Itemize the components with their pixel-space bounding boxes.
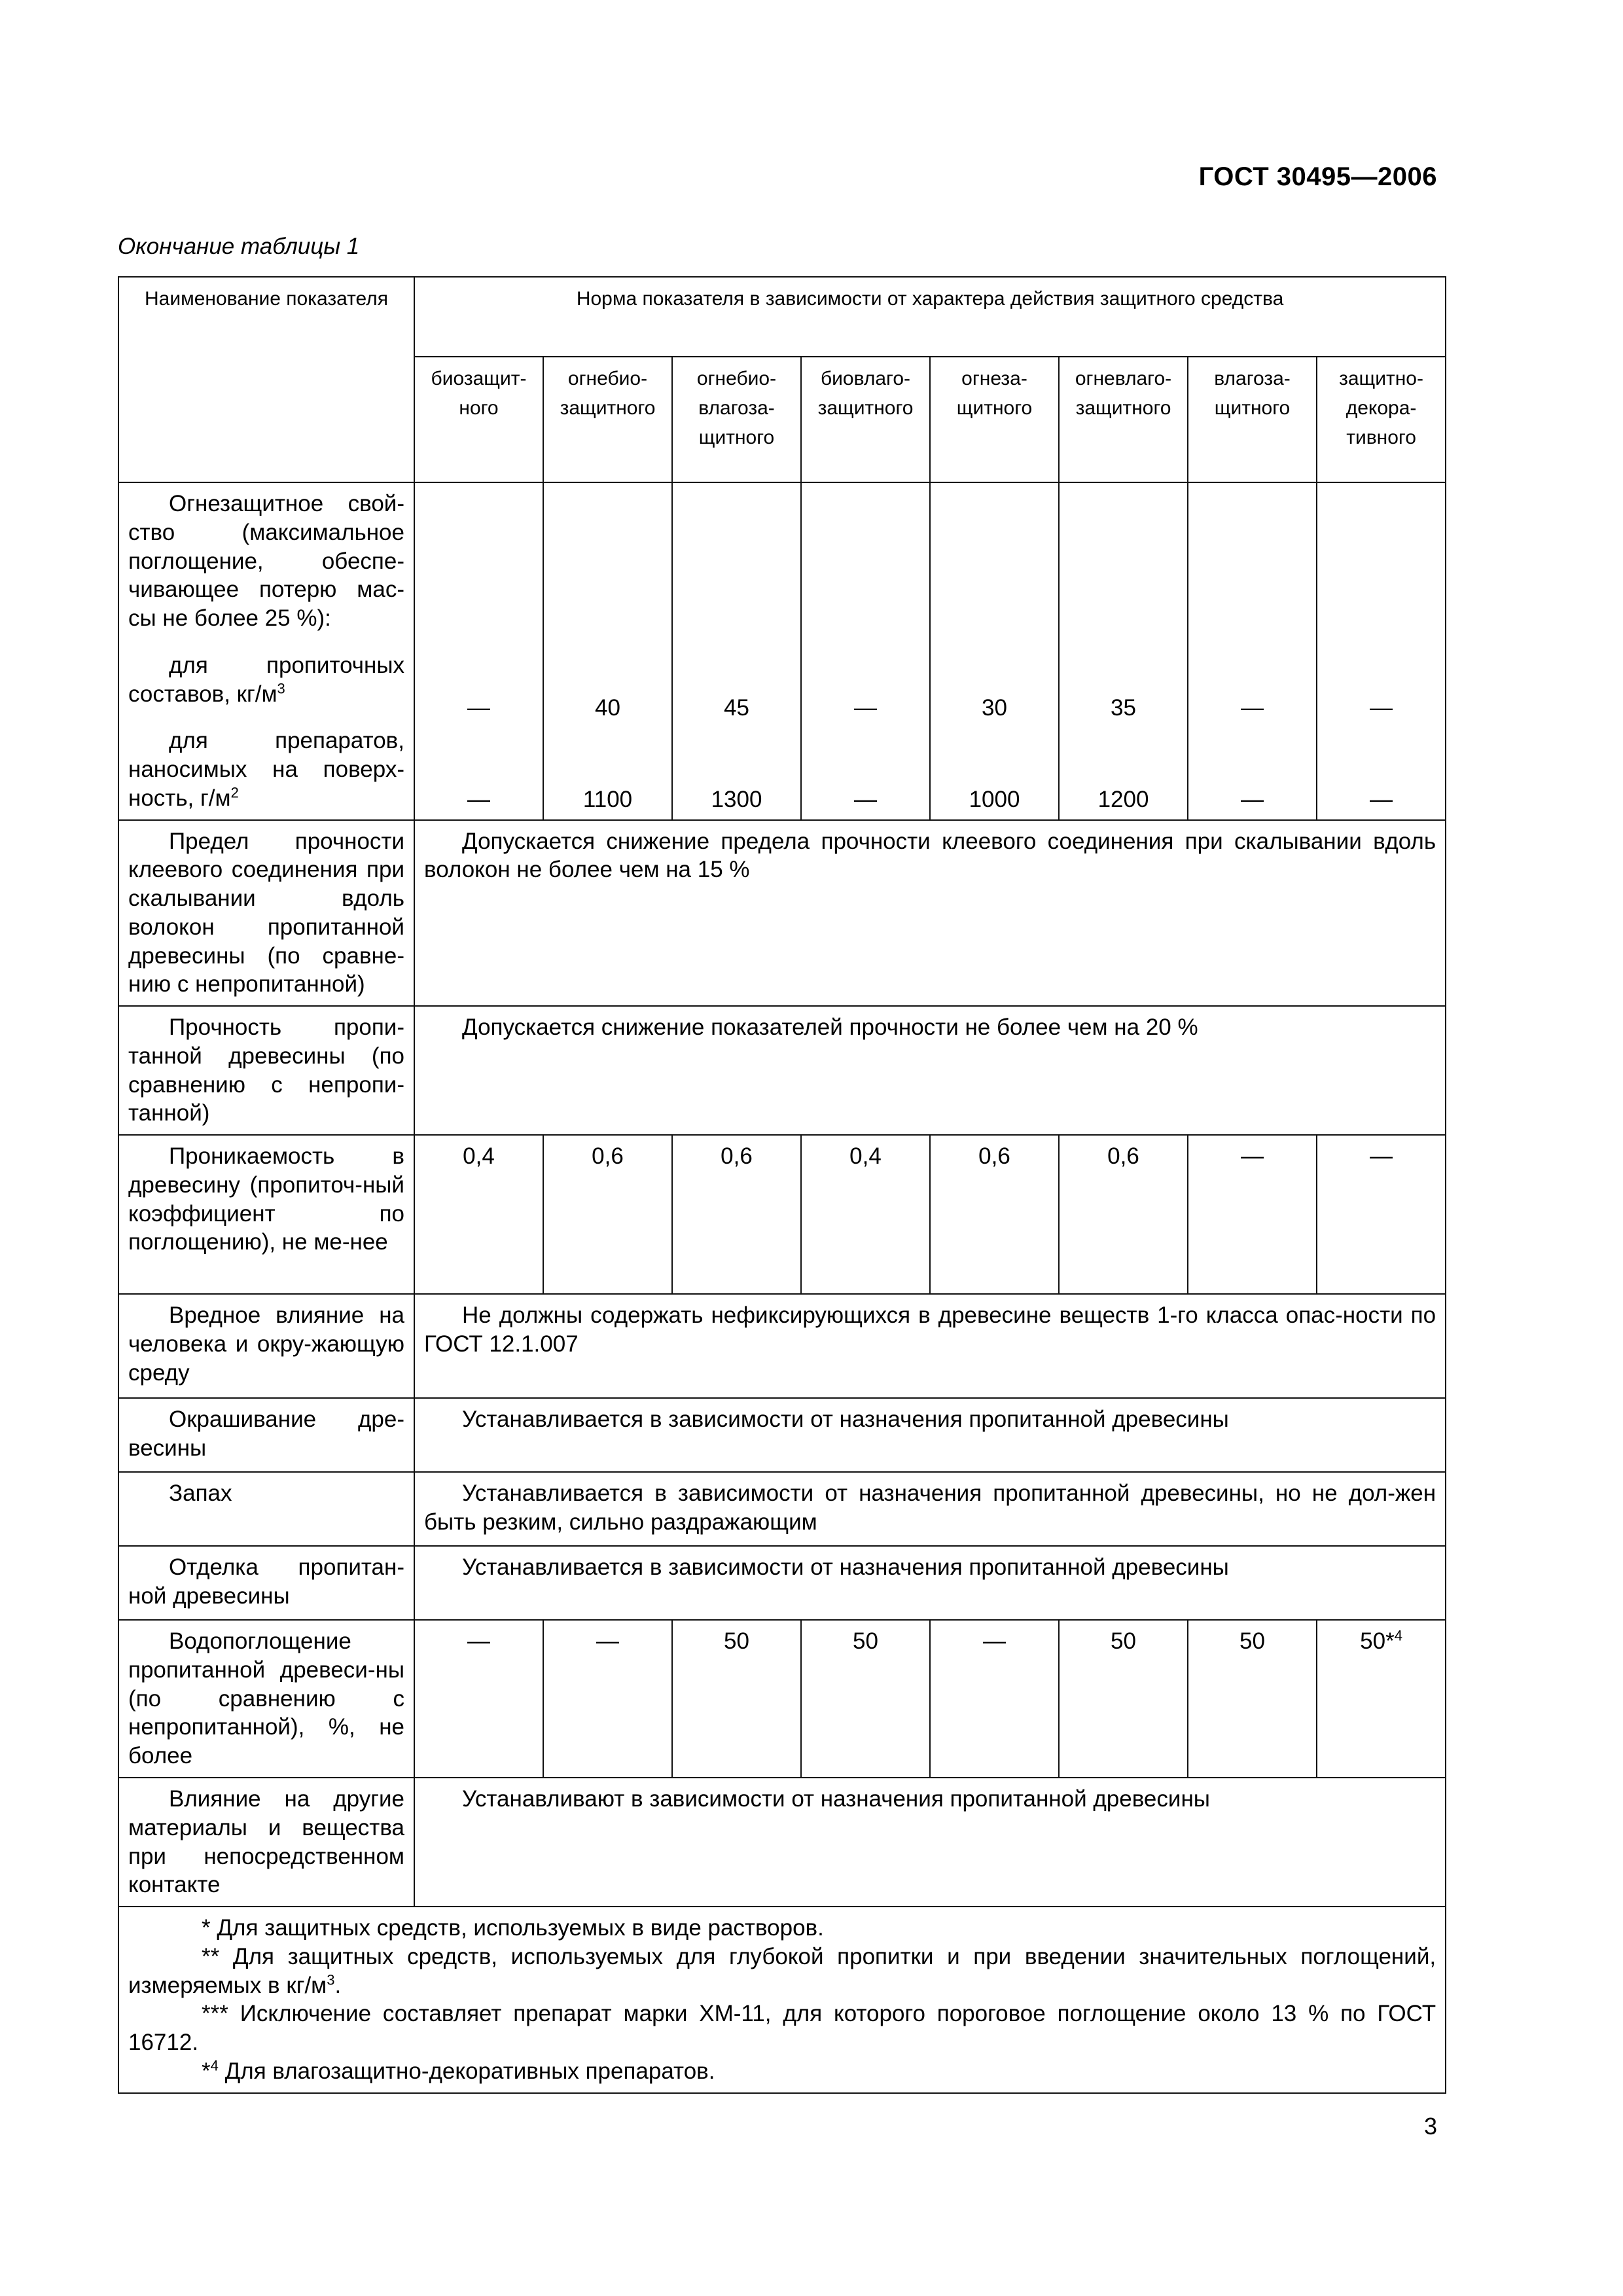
- row-text-glue-strength: [414, 820, 1446, 1007]
- row-name-glue-strength: [118, 820, 414, 1007]
- row-name-text: Запах: [169, 1480, 232, 1506]
- value-cell: 50: [1059, 1620, 1188, 1778]
- row-name-text: Отделка пропитан-ной древесины: [128, 1554, 404, 1609]
- row-text: Устанавливается в зависимости от назначения пропитанной древесины: [462, 1554, 1229, 1580]
- row-text: Допускается снижение предела прочности клеевого соединения при скалывании вдоль волокон не более чем на 15 %: [424, 828, 1436, 883]
- footnote-text: Для влагозащитно-декоративных препаратов.: [218, 2058, 715, 2084]
- unit-sup: 3: [327, 1971, 335, 1988]
- value-cell: —: [1317, 1135, 1446, 1294]
- row-text: Устанавливают в зависимости от назначения пропитанной древесины: [462, 1786, 1210, 1812]
- row-subname-surface: [128, 726, 404, 812]
- footnote-2: [128, 1943, 1436, 2000]
- value-impregnating: 30: [982, 695, 1007, 721]
- row-text: Устанавливается в зависимости от назначения пропитанной древесины, но не дол-жен быть резким, сильно раздражающим: [424, 1480, 1436, 1535]
- header-col: влагоза- щитного: [1188, 357, 1317, 482]
- header-col: огневлаго- защитного: [1059, 357, 1188, 482]
- value-surface: 1000: [969, 786, 1020, 812]
- row-text-color: [414, 1398, 1446, 1472]
- row-name-text: Предел прочности клеевого соединения при скалывании вдоль волокон пропитанной древесины (по сравне-нию с непропитанной): [128, 828, 404, 997]
- row-subname-impregnating: [128, 651, 404, 709]
- unit-sup: 2: [230, 784, 239, 801]
- row-text-influence: [414, 1778, 1446, 1907]
- value-impregnating: —: [1370, 695, 1393, 721]
- header-col: биовлаго- защитного: [801, 357, 930, 482]
- value-surface: —: [467, 786, 490, 812]
- table-row-glue-strength: [118, 820, 1446, 1007]
- footnote-sup: 4: [1394, 1627, 1402, 1644]
- table-row-fire-protection: [118, 482, 1446, 820]
- fire-values-cell: [543, 482, 672, 820]
- table-row-influence: [118, 1778, 1446, 1907]
- row-name-text: Влияние на другие материалы и вещества при непосредственном контакте: [128, 1786, 404, 1898]
- subname-text: для препаратов, наносимых на поверх-ность, г/м: [128, 728, 404, 811]
- table-row-harm: [118, 1294, 1446, 1398]
- value-impregnating: —: [467, 695, 490, 721]
- row-text: Не должны содержать нефиксирующихся в древесине веществ 1-го класса опас-ности по ГОСТ 12.1.007: [424, 1302, 1436, 1357]
- subname-text: для пропиточных составов, кг/м: [128, 652, 404, 707]
- value-cell: —: [543, 1620, 672, 1778]
- row-name-color: [118, 1398, 414, 1472]
- header-indicator-name: Наименование показателя: [118, 277, 414, 482]
- header-col: огнеза- щитного: [930, 357, 1059, 482]
- value-cell: 0,4: [414, 1135, 543, 1294]
- value-cell: 0,6: [1059, 1135, 1188, 1294]
- fire-values-cell: [672, 482, 801, 820]
- value-surface: —: [854, 786, 877, 812]
- footnote-4: [128, 2057, 1436, 2086]
- value-surface: 1200: [1097, 786, 1149, 812]
- value-impregnating: —: [1241, 695, 1264, 721]
- fire-values-cell: [1059, 482, 1188, 820]
- row-text: Допускается снижение показателей прочности не более чем на 20 %: [462, 1014, 1198, 1040]
- fire-values-cell: [1317, 482, 1446, 820]
- value-cell: —: [1188, 1135, 1317, 1294]
- value-impregnating: 35: [1111, 695, 1136, 721]
- unit-sup: 3: [277, 679, 285, 696]
- value-cell: [1317, 1620, 1446, 1778]
- footnote-3: *** Исключение составляет препарат марки ХМ-11, для которого пороговое поглощение около 13 % по ГОСТ 16712.: [128, 2001, 1436, 2055]
- row-name-text: Огнезащитное свой-ство (максимальное поглощение, обеспе-чивающее потерю мас-сы не более 25 %):: [128, 491, 404, 631]
- table-row-color: [118, 1398, 1446, 1472]
- value-impregnating: 40: [595, 695, 620, 721]
- footnote-mark: *: [202, 2058, 211, 2084]
- row-name-strength: [118, 1006, 414, 1135]
- row-name-smell: [118, 1472, 414, 1546]
- indicators-table: [118, 276, 1446, 2094]
- row-text-smell: [414, 1472, 1446, 1546]
- value-cell: —: [930, 1620, 1059, 1778]
- header-col: огнебио- влагоза- щитного: [672, 357, 801, 482]
- value-cell: 50: [801, 1620, 930, 1778]
- table-row-water-absorption: [118, 1620, 1446, 1778]
- document-code: ГОСТ 30495—2006: [1198, 162, 1437, 191]
- row-text-harm: [414, 1294, 1446, 1398]
- fire-values-cell: [1188, 482, 1317, 820]
- value-cell: 0,6: [930, 1135, 1059, 1294]
- row-name-text: Прочность пропи-танной древесины (по сравнению с непропи-танной): [128, 1014, 404, 1126]
- footnote-1: * Для защитных средств, используемых в виде растворов.: [202, 1915, 824, 1941]
- table-footnotes: [118, 1907, 1446, 2093]
- row-text-strength: [414, 1006, 1446, 1135]
- value-cell: 0,4: [801, 1135, 930, 1294]
- table-row-strength: [118, 1006, 1446, 1135]
- table-caption: Окончание таблицы 1: [118, 234, 360, 259]
- header-col: биозащит- ного: [414, 357, 543, 482]
- header-norm: Норма показателя в зависимости от характера действия защитного средства: [414, 277, 1446, 357]
- footnote-sup: 4: [210, 2057, 219, 2074]
- value-text: 50*: [1360, 1628, 1395, 1654]
- fire-values-cell: [414, 482, 543, 820]
- value-cell: 0,6: [672, 1135, 801, 1294]
- fire-values-cell: [801, 482, 930, 820]
- value-surface: 1300: [711, 786, 762, 812]
- row-name-fire-protection: [118, 482, 414, 820]
- table-row-penetration: [118, 1135, 1446, 1294]
- row-text-finish: [414, 1546, 1446, 1620]
- table-notes-row: [118, 1907, 1446, 2093]
- row-name-water-absorption: [118, 1620, 414, 1778]
- page-number: 3: [1423, 2113, 1437, 2140]
- row-name-text: Водопоглощение пропитанной древеси-ны (по сравнению с непропитанной), %, не более: [128, 1628, 404, 1768]
- value-cell: 50: [672, 1620, 801, 1778]
- row-name-finish: [118, 1546, 414, 1620]
- row-name-text: Вредное влияние на человека и окру-жающую среду: [128, 1302, 404, 1386]
- header-col: огнебио- защитного: [543, 357, 672, 482]
- value-impregnating: —: [854, 695, 877, 721]
- value-cell: 0,6: [543, 1135, 672, 1294]
- value-surface: 1100: [582, 786, 633, 812]
- table-row-smell: [118, 1472, 1446, 1546]
- row-name-harm: [118, 1294, 414, 1398]
- value-cell: —: [414, 1620, 543, 1778]
- row-name-text: Окрашивание дре-весины: [128, 1407, 404, 1461]
- row-name-influence: [118, 1778, 414, 1907]
- header-col: защитно- декора- тивного: [1317, 357, 1446, 482]
- row-text: Устанавливается в зависимости от назначения пропитанной древесины: [462, 1407, 1229, 1432]
- row-name-text: Проникаемость в древесину (пропиточ-ный коэффициент по поглощению), не ме-нее: [128, 1143, 404, 1255]
- fire-values-cell: [930, 482, 1059, 820]
- footnote-text: .: [334, 1972, 342, 1998]
- value-surface: —: [1370, 786, 1393, 812]
- value-cell: 50: [1188, 1620, 1317, 1778]
- table-row-finish: [118, 1546, 1446, 1620]
- value-impregnating: 45: [724, 695, 749, 721]
- row-name-penetration: [118, 1135, 414, 1294]
- value-surface: —: [1241, 786, 1264, 812]
- table-header-row: [118, 277, 1446, 357]
- footnote-text: ** Для защитных средств, используемых для глубокой пропитки и при введении значительных поглощений, измеряемых в кг/м: [128, 1943, 1436, 1998]
